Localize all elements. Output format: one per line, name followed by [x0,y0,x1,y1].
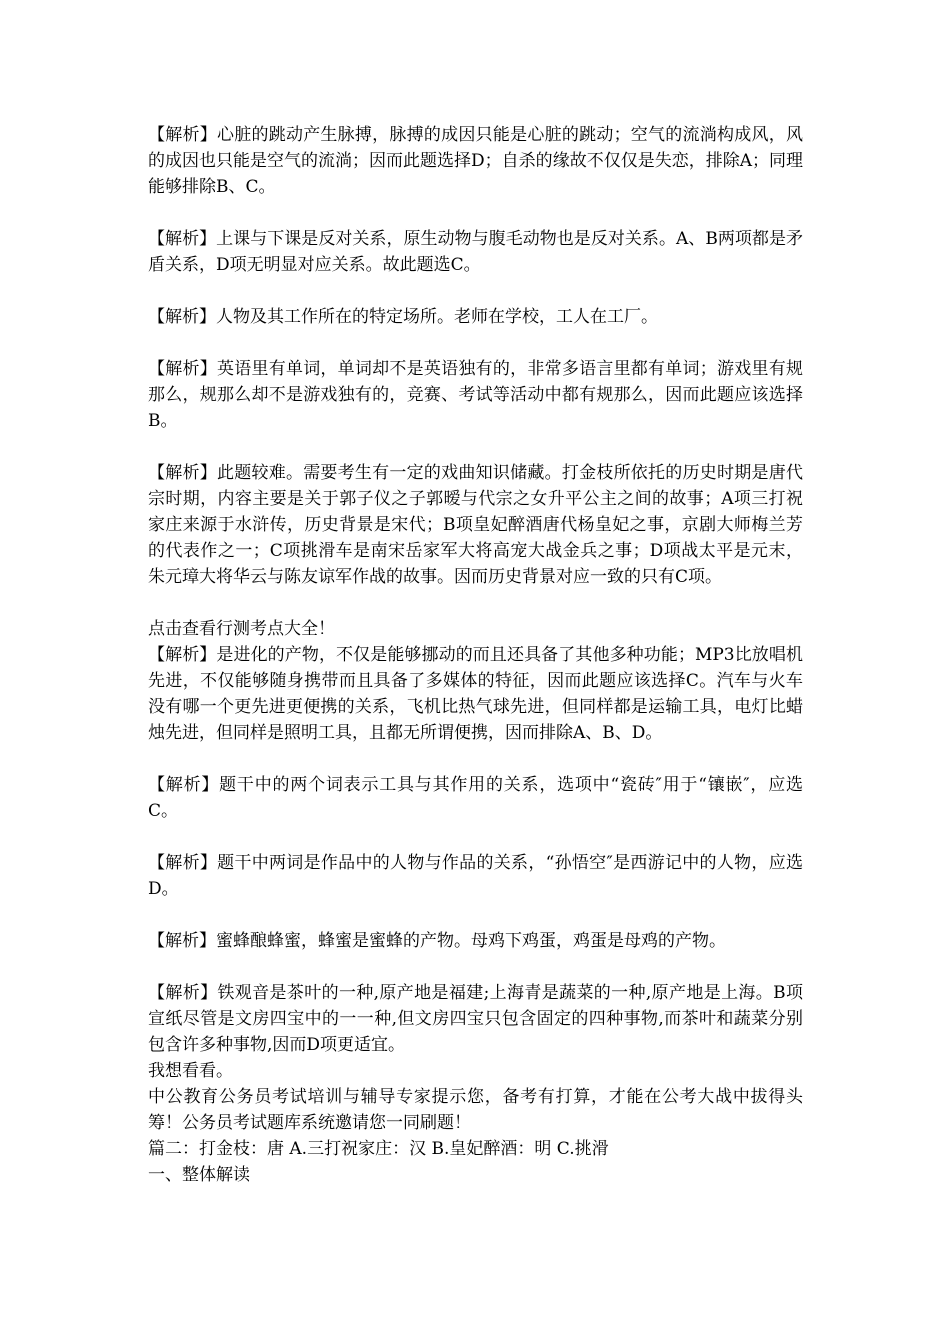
paragraph-analysis-5: 【解析】此题较难。需要考生有一定的戏曲知识储藏。打金枝所依托的历史时期是唐代宗时期，内容主要是关于郭子仪之子郭暧与代宗之女升平公主之间的故事；A项三打祝家庄来源于水浒传，历史背景是宋代；B项皇妃醉酒唐代杨皇妃之事，京剧大师梅兰芳的代表作之一；C项挑滑车是南宋岳家军大将高宠大战金兵之事；D项战太平是元末，朱元璋大将华云与陈友谅军作战的故事。因而历史背景对应一致的只有C项。 [148,463,803,587]
paragraph-analysis-3: 【解析】人物及其工作所在的特定场所。老师在学校，工人在工厂。 [148,307,658,327]
paragraph-analysis-7: 【解析】题干中的两个词表示工具与其作用的关系，选项中“瓷砖″用于“镶嵌″，应选C。 [148,775,803,821]
document-body [148,122,803,1188]
paragraph-analysis-4: 【解析】英语里有单词，单词却不是英语独有的，非常多语言里都有单词；游戏里有规那么，规那么却不是游戏独有的，竞赛、考试等活动中都有规那么，因而此题应该选择B。 [148,359,803,431]
paragraph-analysis-9: 【解析】蜜蜂酿蜂蜜，蜂蜜是蜜蜂的产物。母鸡下鸡蛋，鸡蛋是母鸡的产物。 [148,931,726,951]
paragraph-analysis-10: 【解析】铁观音是茶叶的一种,原产地是福建;上海青是蔬菜的一种,原产地是上海。B项宣纸尽管是文房四宝中的一一种,但文房四宝只包含固定的四种事物,而茶叶和蔬菜分别包含许多种事物,因而D项更适宜。 [148,983,803,1055]
paragraph-analysis-8: 【解析】题干中两词是作品中的人物与作品的关系，“孙悟空″是西游记中的人物，应选D。 [148,853,803,899]
paragraph-analysis-6: 【解析】是进化的产物，不仅是能够挪动的而且还具备了其他多种功能；MP3比放唱机先进，不仅能够随身携带而且具备了多媒体的特征，因而此题应该选择C。汽车与火车没有哪一个更先进更便携的关系，飞机比热气球先进，但同样都是运输工具，电灯比蜡烛先进，但同样是照明工具，且都无所谓便携，因而排除A、B、D。 [148,645,803,743]
paragraph-analysis-1: 【解析】心脏的跳动产生脉搏，脉搏的成因只能是心脏的跳动；空气的流淌构成风，风的成因也只能是空气的流淌；因而此题选择D；自杀的缘故不仅仅是失恋，排除A；同理能够排除B、C。 [148,125,803,197]
paragraph-analysis-2: 【解析】上课与下课是反对关系，原生动物与腹毛动物也是反对关系。A、B两项都是矛盾关系，D项无明显对应关系。故此题选C。 [148,229,803,275]
paragraph-want-to-see: 我想看看。 [148,1061,233,1081]
paragraph-part-two: 篇二：打金枝：唐 A.三打祝家庄：汉 B.皇妃醉酒：明 C.挑滑 [148,1139,609,1159]
link-view-exam-points[interactable]: 点击查看行测考点大全！ [148,619,335,639]
paragraph-promotion: 中公教育公务员考试培训与辅导专家提示您，备考有打算，才能在公考大战中拔得头筹！公务员考试题库系统邀请您一同刷题！ [148,1087,803,1133]
section-heading-overall-reading: 一、整体解读 [148,1165,250,1185]
